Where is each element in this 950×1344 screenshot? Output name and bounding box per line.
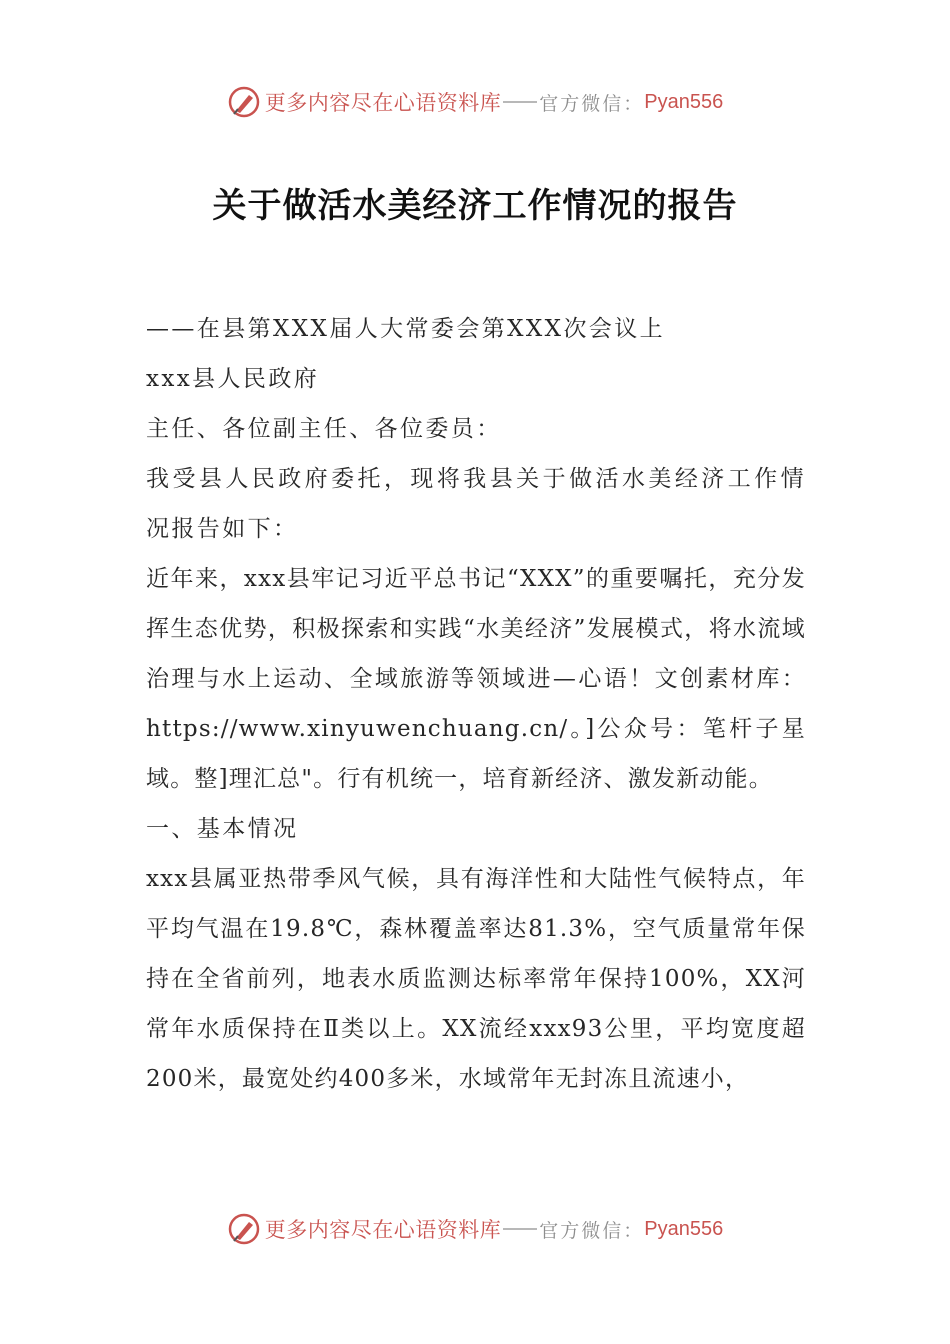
issuer-line: xxx县人民政府 <box>146 366 320 392</box>
banner-main-text: 更多内容尽在心语资料库 <box>264 1218 502 1242</box>
banner-divider <box>503 1228 537 1230</box>
banner-wechat-id: Pyan556 <box>644 1217 724 1240</box>
header-watermark-banner <box>0 82 950 122</box>
banner-sub-text: 官方微信： <box>539 1219 645 1242</box>
body-paragraph-1: 近年来，xxx县牢记习近平总书记“XXX”的重要嘱托，充分发挥生态优势，积极探索和实践“水美经济”发展模式，将水流域治理与水上运动、全域旅游等领域进—心语！文创素材库：https://www.xinyuwenchuang.cn/。]公众号：笔杆子星域。整]理汇总"。行有机统一，培育新经济、激发新动能。 <box>146 566 806 792</box>
banner-sub-text: 官方微信： <box>539 92 645 115</box>
banner-divider <box>503 101 537 103</box>
pen-nib-logo-icon <box>227 1212 261 1246</box>
document-title: 关于做活水美经济工作情况的报告 <box>212 186 738 226</box>
footer-watermark-banner <box>0 1209 950 1249</box>
banner-wechat-id: Pyan556 <box>644 90 724 113</box>
banner-main-text: 更多内容尽在心语资料库 <box>264 91 502 115</box>
section-heading-1: 一、基本情况 <box>146 816 299 842</box>
subtitle-line: ——在县第XXX届人大常委会第XXX次会议上 <box>146 316 666 342</box>
body-paragraph-2: xxx县属亚热带季风气候，具有海洋性和大陆性气候特点，年平均气温在19.8℃，森林覆盖率达81.3%，空气质量常年保持在全省前列，地表水质监测达标率常年保持100%，XX河常年水质保持在Ⅱ类以上。XX流经xxx93公里，平均宽度超200米，最宽处约400多米，水域常年无封冻且流速小， <box>146 866 806 1092</box>
salutation-line: 主任、各位副主任、各位委员： <box>146 416 502 442</box>
document-body <box>146 304 806 1104</box>
intro-paragraph: 我受县人民政府委托，现将我县关于做活水美经济工作情况报告如下： <box>146 466 806 542</box>
pen-nib-logo-icon <box>227 85 261 119</box>
